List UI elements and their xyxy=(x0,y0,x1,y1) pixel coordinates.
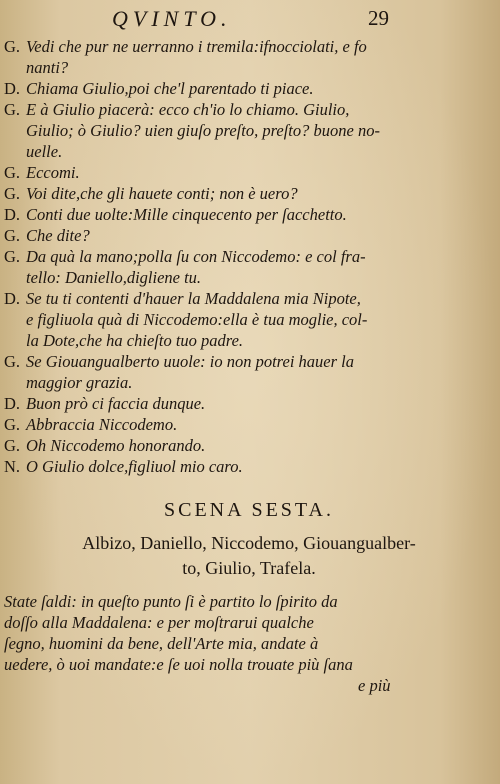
speaker-label: D. xyxy=(4,79,21,98)
line-text: Se tu ti contenti d'hauer la Maddalena mia Nipote, xyxy=(26,289,361,308)
speaker-label: G. xyxy=(4,247,21,266)
speaker-label: G. xyxy=(4,184,21,203)
line-text: Voi dite,che gli hauete conti; non è uero? xyxy=(26,184,298,203)
dialogue-line xyxy=(4,183,494,204)
speaker-label: D. xyxy=(4,289,21,308)
speaker-label: G. xyxy=(4,163,21,182)
dialogue-line xyxy=(4,99,494,120)
speaker-label: G. xyxy=(4,226,21,245)
dialogue xyxy=(4,36,494,477)
dialogue-line xyxy=(4,414,494,435)
speaker-label: G. xyxy=(4,37,21,56)
line-text: Che dite? xyxy=(26,226,90,245)
cast-line: Albizo, Daniello, Niccodemo, Giouangualber- xyxy=(82,533,416,553)
speech-line: e più xyxy=(358,676,391,695)
line-text: Vedi che pur ne uerranno i tremila:ifnocciolati, e fo xyxy=(26,37,367,56)
line-text: Conti due uolte:Mille cinquecento per ſacchetto. xyxy=(26,205,347,224)
scene-heading: SCENA SESTA. xyxy=(164,499,334,521)
line-text: O Giulio dolce,figliuol mio caro. xyxy=(26,457,243,476)
dialogue-line xyxy=(4,36,494,57)
running-title: QVINTO. xyxy=(112,6,232,31)
speaker-label: G. xyxy=(4,436,21,455)
dialogue-line xyxy=(4,120,494,141)
line-text: Eccomi. xyxy=(26,163,80,182)
dialogue-line xyxy=(4,393,494,414)
speaker-label: D. xyxy=(4,205,21,224)
dialogue-line xyxy=(4,456,494,477)
line-text: maggior grazia. xyxy=(26,373,133,392)
running-head xyxy=(0,4,500,34)
line-text: e figliuola quà di Niccodemo:ella è tua moglie, col- xyxy=(26,310,368,329)
speaker-label: D. xyxy=(4,394,21,413)
dialogue-line xyxy=(4,351,494,372)
cast-line: to, Giulio, Trafela. xyxy=(182,558,316,578)
dialogue-line xyxy=(4,162,494,183)
line-text: Abbraccia Niccodemo. xyxy=(26,415,178,434)
line-text: nanti? xyxy=(26,58,69,77)
speaker-label: N. xyxy=(4,457,21,476)
line-text: Chiama Giulio,poi che'l parentado ti piace. xyxy=(26,79,314,98)
line-text: E à Giulio piacerà: ecco ch'io lo chiamo. Giulio, xyxy=(26,100,350,119)
speaker-label: G. xyxy=(4,415,21,434)
line-text: Giulio; ò Giulio? uien giuſo preſto, preſto? buone no- xyxy=(26,121,380,140)
dialogue-line xyxy=(4,267,494,288)
speaker-label: G. xyxy=(4,352,21,371)
dialogue-line xyxy=(4,435,494,456)
speech-line: doſſo alla Maddalena: e per moſtrarui qualche xyxy=(4,613,314,632)
speech xyxy=(4,591,494,696)
speaker-label: G. xyxy=(4,100,21,119)
dialogue-line xyxy=(4,204,494,225)
speech-line: uedere, ò uoi mandate:e ſe uoi nolla trouate più ſana xyxy=(4,655,353,674)
line-text: Se Giouangualberto uuole: io non potrei hauer la xyxy=(26,352,354,371)
dialogue-line xyxy=(4,330,494,351)
dialogue-line xyxy=(4,372,494,393)
dialogue-line xyxy=(4,309,494,330)
line-text: tello: Daniello,digliene tu. xyxy=(26,268,202,287)
line-text: Oh Niccodemo honorando. xyxy=(26,436,206,455)
line-text: Da quà la mano;polla ſu con Niccodemo: e col fra- xyxy=(26,247,366,266)
text-block xyxy=(4,36,494,696)
speech-line: ſegno, huomini da bene, dell'Arte mia, andate à xyxy=(4,634,319,653)
dialogue-line xyxy=(4,288,494,309)
dialogue-line xyxy=(4,57,494,78)
dialogue-line xyxy=(4,78,494,99)
dialogue-line xyxy=(4,141,494,162)
dialogue-line xyxy=(4,225,494,246)
line-text: la Dote,che ha chieſto tuo padre. xyxy=(26,331,244,350)
line-text: Buon prò ci faccia dunque. xyxy=(26,394,206,413)
page-number: 29 xyxy=(368,6,389,30)
line-text: uelle. xyxy=(26,142,63,161)
speech-line: State ſaldi: in queſto punto ſi è partito lo ſpirito da xyxy=(4,592,338,611)
dialogue-line xyxy=(4,246,494,267)
